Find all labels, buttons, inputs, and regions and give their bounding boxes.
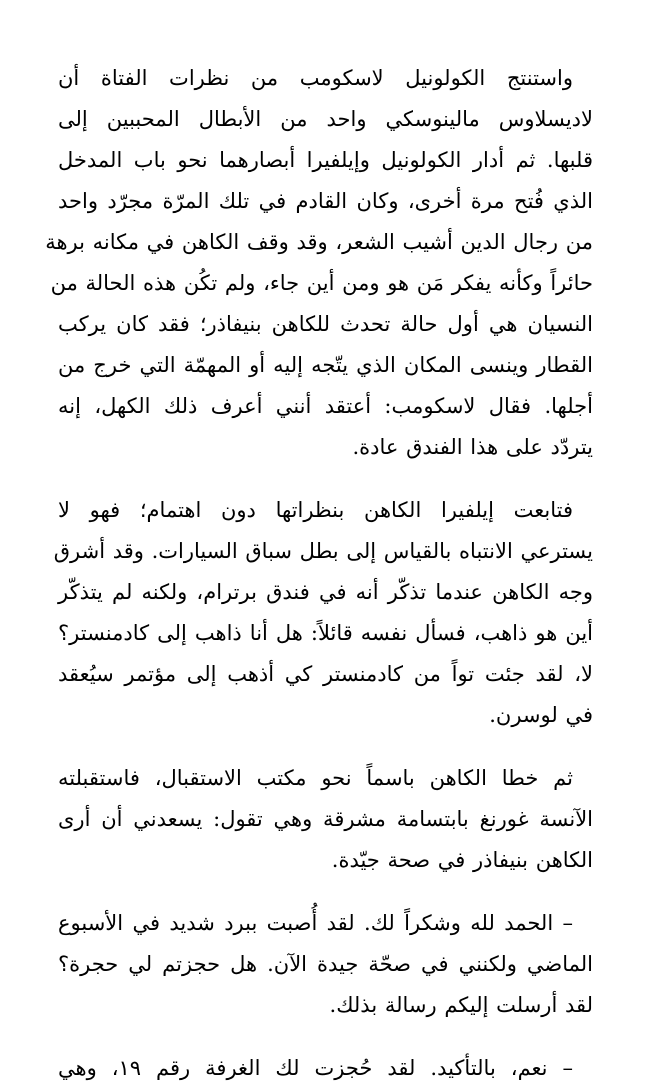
text-line: – الحمد لله وشكراً لك. لقد أُصبت ببرد شديد في الأسبوع (58, 911, 573, 935)
text-line: أين هو ذاهب، فسأل نفسه قائلاً: هل أنا ذاهب إلى كادمنستر؟ (58, 621, 593, 645)
paragraph-2 (53, 490, 593, 736)
text-line: ثم خطا الكاهن باسماً نحو مكتب الاستقبال، فاستقبلته (58, 766, 573, 790)
text-line: واستنتج الكولونيل لاسكومب من نظرات الفتاة أن (58, 66, 573, 90)
text-line: قلبها. ثم أدار الكولونيل وإيلفيرا أبصارهما نحو باب المدخل (58, 148, 593, 172)
text-line: – نعم، بالتأكيد. لقد حُجزت لك الغرفة رقم ١٩، وهي (58, 1056, 573, 1080)
text-line: القطار وينسى المكان الذي يتّجه إليه أو المهمّة التي خرج من (58, 353, 593, 377)
text-line: النسيان هي أول حالة تحدث للكاهن بنيفاذر؛ فقد كان يركب (58, 312, 593, 336)
paragraph-5 (58, 1048, 593, 1089)
text-line: لا، لقد جئت تواً من كادمنستر كي أذهب إلى مؤتمر سيُعقد (58, 662, 593, 686)
text-line: لاديسلاوس مالينوسكي واحد من الأبطال المحببين إلى (58, 107, 593, 131)
paragraph-4 (58, 903, 593, 1026)
text-line: وجه الكاهن عندما تذكّر أنه في فندق برترام، ولكنه لم يتذكّر (58, 580, 593, 604)
text-line: يتردّد على هذا الفندق عادة. (352, 435, 593, 459)
text-line: الماضي ولكنني في صحّة جيدة الآن. هل حجزتم لي حجرة؟ (58, 952, 593, 976)
text-line: في لوسرن. (489, 703, 593, 727)
text-line: الذي فُتح مرة أخرى، وكان القادم في تلك المرّة مجرّد واحد (58, 189, 593, 213)
paragraph-3 (58, 758, 593, 881)
text-line: حائراً وكأنه يفكر مَن هو ومن أين جاء، ولم تكُن هذه الحالة من (50, 271, 593, 295)
text-line: يسترعي الانتباه بالقياس إلى بطل سباق السيارات. وقد أشرق (53, 539, 593, 563)
text-line: الآنسة غورنغ بابتسامة مشرقة وهي تقول: يسعدني أن أرى (58, 807, 593, 831)
text-line: الكاهن بنيفاذر في صحة جيّدة. (331, 848, 593, 872)
text-line: أجلها. فقال لاسكومب: أعتقد أنني أعرف ذلك الكهل، إنه (58, 394, 593, 418)
paragraph-1 (45, 58, 593, 468)
text-line: فتابعت إيلفيرا الكاهن بنظراتها دون اهتمام؛ فهو لا (58, 498, 573, 522)
text-line: من رجال الدين أشيب الشعر، وقد وقف الكاهن في مكانه برهة (45, 230, 593, 254)
text-line: لقد أرسلت إليكم رسالة بذلك. (329, 993, 593, 1017)
